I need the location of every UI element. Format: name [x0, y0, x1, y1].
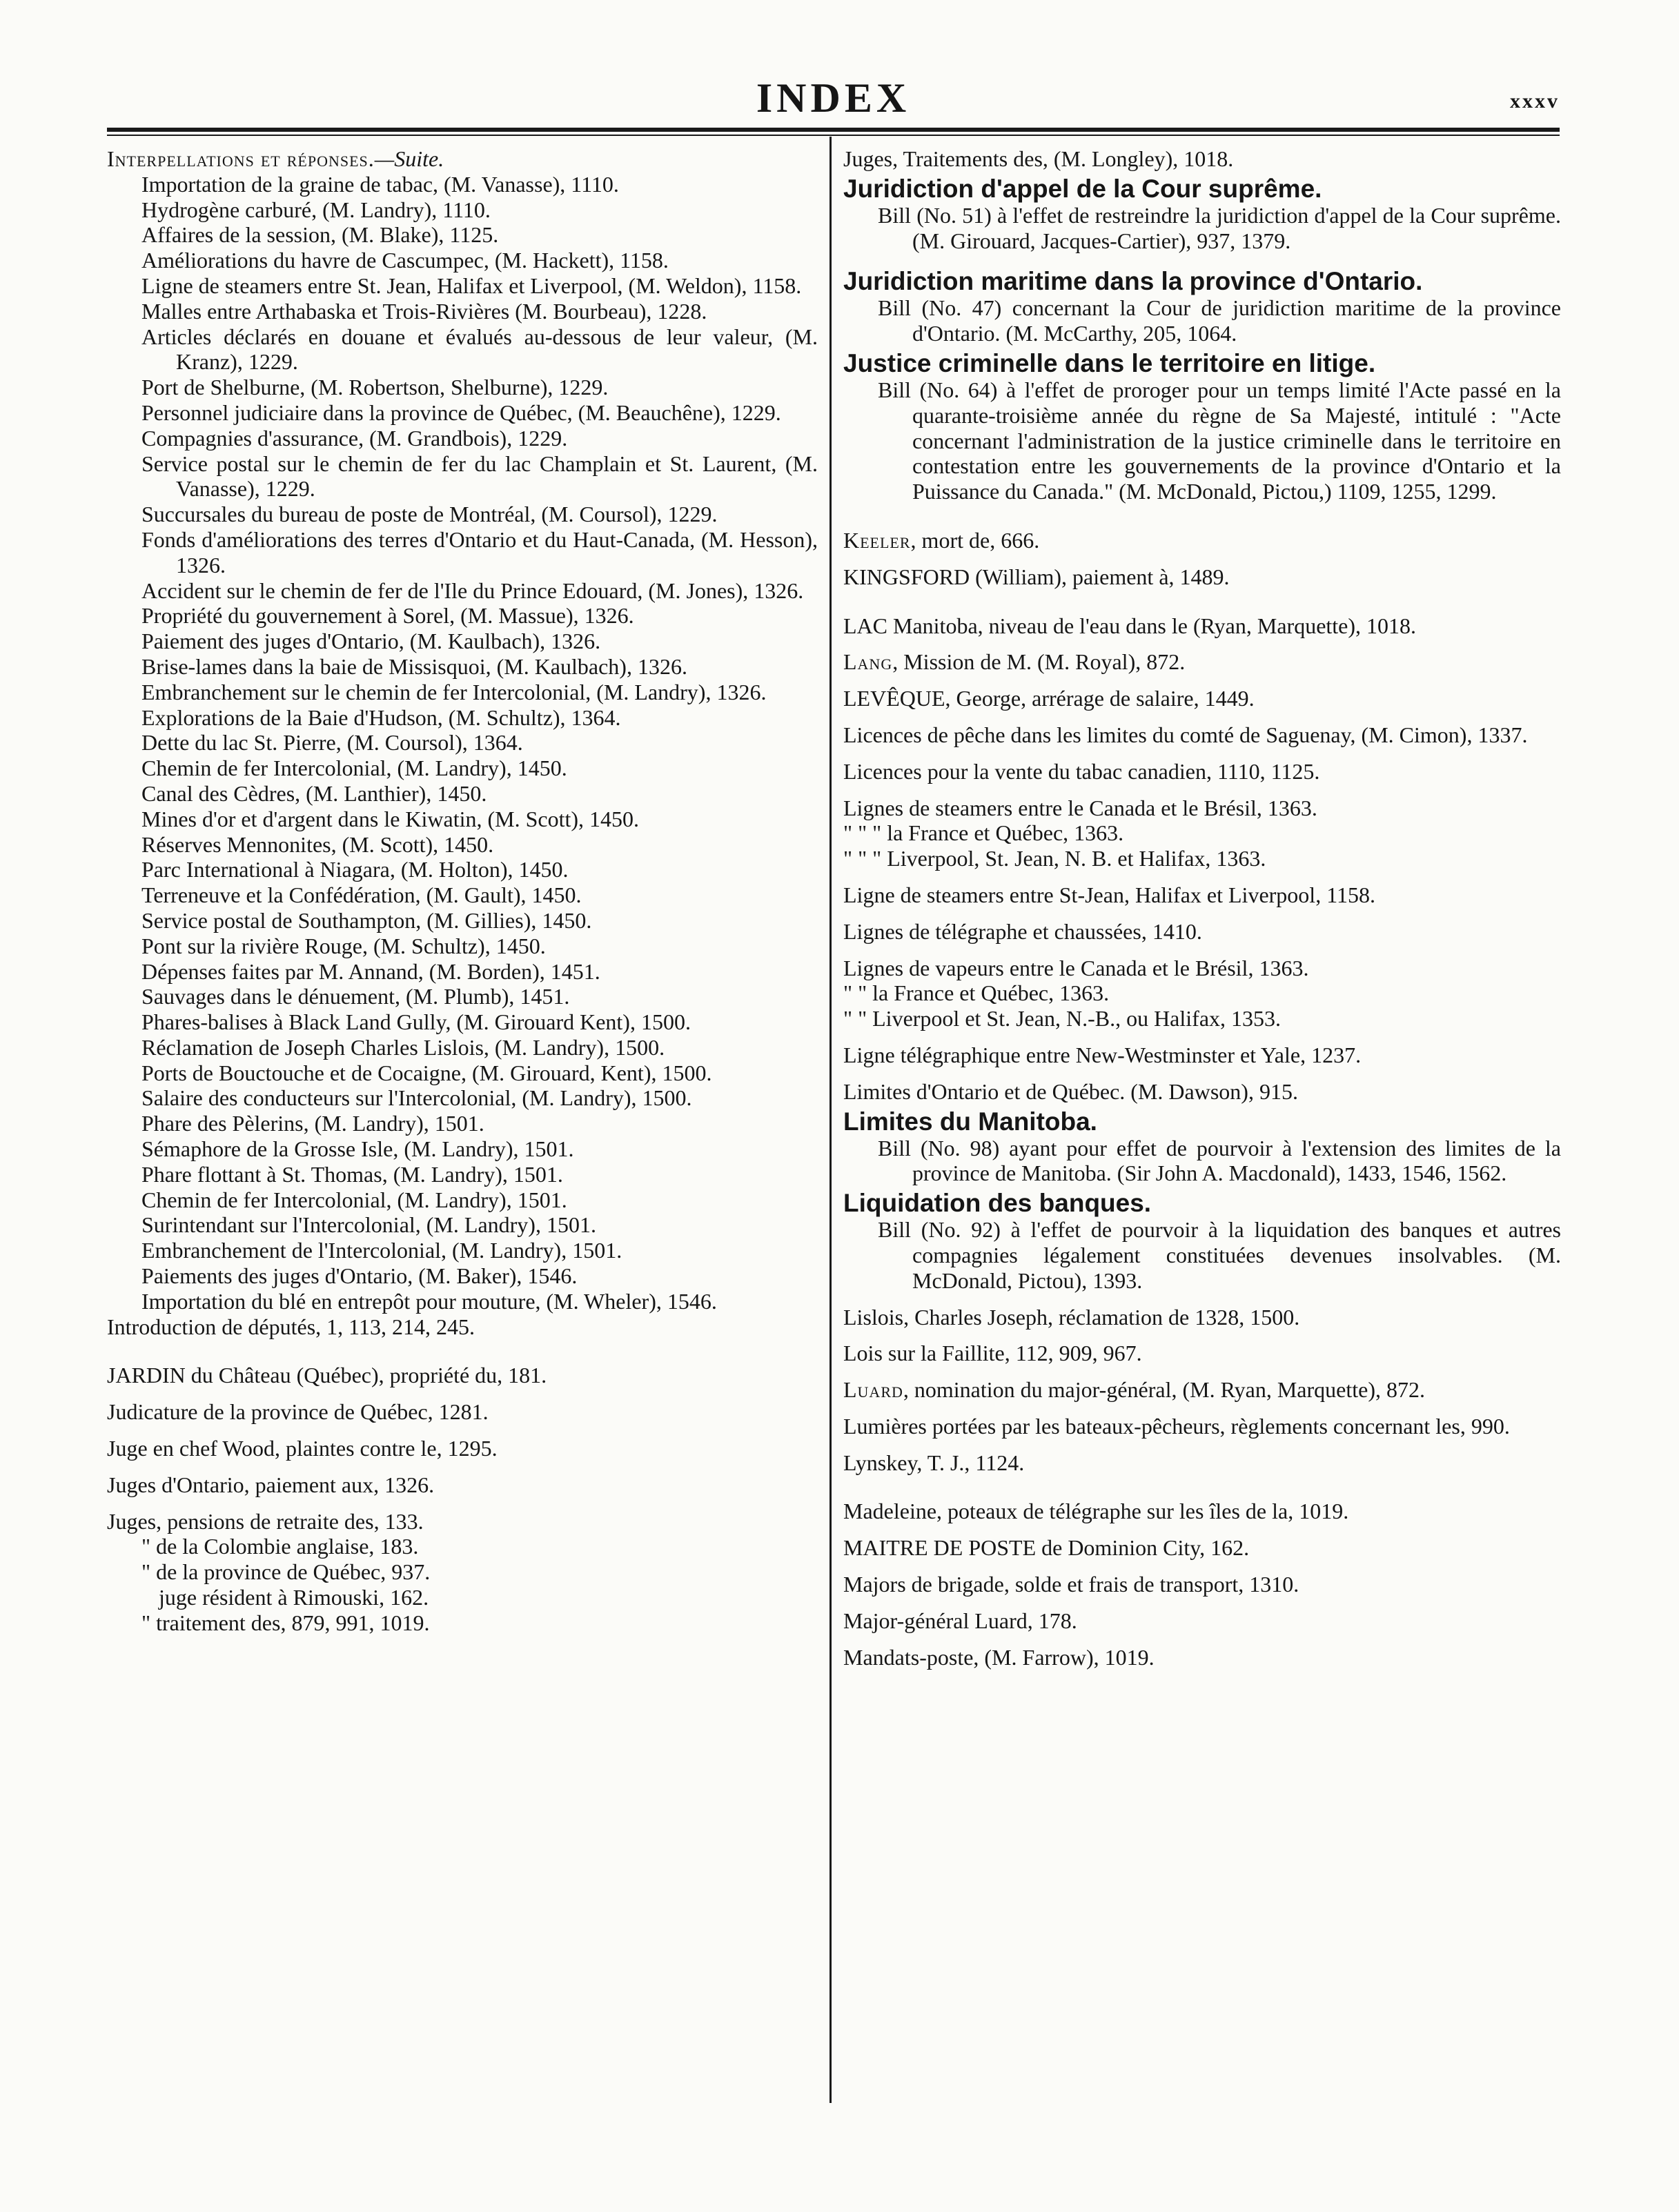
list-item: Paiements des juges d'Ontario, (M. Baker), 1546. [141, 1263, 578, 1289]
list-item: Dépenses faites par M. Annand, (M. Borden), 1451. [141, 958, 600, 984]
list-item: Ligne de steamers entre St. Jean, Halifax et Liverpool, (M. Weldon), 1158. [141, 273, 802, 298]
entry-text: , Mission de M. (M. Royal), 872. [892, 649, 1186, 675]
index-entry: Ligne de steamers entre St-Jean, Halifax et Liverpool, 1158. [843, 882, 1375, 907]
list-item: Mines d'or et d'argent dans le Kiwatin, (M. Scott), 1450. [141, 806, 640, 831]
entry-heading: Juridiction maritime dans la province d'Ontario. [843, 267, 1423, 296]
list-item: Succursales du bureau de poste de Montréal, (M. Coursol), 1229. [141, 502, 718, 527]
list-item: Surintendant sur l'Intercolonial, (M. Landry), 1501. [141, 1212, 596, 1238]
index-entry: Introduction de députés, 1, 113, 214, 245. [107, 1314, 475, 1339]
entry-text: , mort de, 666. [910, 527, 1040, 553]
entry-heading: Juridiction d'appel de la Cour suprême. [843, 174, 1322, 203]
index-entry: Juges d'Ontario, paiement aux, 1326. [107, 1472, 435, 1497]
index-entry: Lois sur la Faillite, 112, 909, 967. [843, 1341, 1142, 1366]
index-entry: Lignes de télégraphe et chaussées, 1410. [843, 918, 1202, 944]
index-entry: LEVÊQUE, George, arrérage de salaire, 1449. [843, 686, 1255, 711]
list-item: Terreneuve et la Confédération, (M. Gault), 1450. [141, 882, 582, 908]
heading-suffix: —Suite. [374, 146, 444, 171]
index-entry: Majors de brigade, solde et frais de transport, 1310. [843, 1572, 1299, 1597]
list-item: Importation du blé en entrepôt pour mouture, (M. Wheler), 1546. [141, 1288, 717, 1314]
index-subentry: " " la France et Québec, 1363. [843, 980, 1110, 1006]
list-item: Canal des Cèdres, (M. Lanthier), 1450. [141, 780, 487, 806]
section-heading [107, 146, 818, 172]
entry-heading: Limites du Manitoba. [843, 1107, 1097, 1136]
index-subentry: " " " Liverpool, St. Jean, N. B. et Halifax, 1363. [843, 846, 1266, 871]
index-subentry: " " " la France et Québec, 1363. [843, 820, 1124, 846]
list-item: Phares-balises à Black Land Gully, (M. Girouard Kent), 1500. [141, 1009, 691, 1035]
list-item: Phare des Pèlerins, (M. Landry), 1501. [141, 1111, 484, 1136]
list-item: Fonds d'améliorations des terres d'Ontario et du Haut-Canada, (M. Hesson), 1326. [141, 526, 818, 577]
list-item: Malles entre Arthabaska et Trois-Rivières (M. Bourbeau), 1228. [141, 298, 707, 324]
list-item: Embranchement de l'Intercolonial, (M. Landry), 1501. [141, 1238, 622, 1263]
list-item: Accident sur le chemin de fer de l'Ile du Prince Edouard, (M. Jones), 1326. [141, 577, 804, 603]
index-entry: Lislois, Charles Joseph, réclamation de 1328, 1500. [843, 1304, 1300, 1330]
index-entry: Juges, pensions de retraite des, 133. [107, 1508, 424, 1534]
index-subentry: Bill (No. 92) à l'effet de pourvoir à la liquidation des banques et autres compagnies légalement constituées devenues insolvables. (M. McDonald, Pictou), 1393. [878, 1217, 1561, 1293]
index-subentry: " de la Colombie anglaise, 183. [141, 1534, 419, 1559]
list-item: Réserves Mennonites, (M. Scott), 1450. [141, 831, 494, 857]
index-entry: Ligne télégraphique entre New-Westminster et Yale, 1237. [843, 1042, 1362, 1067]
left-column [107, 146, 818, 1636]
index-subentry: Bill (No. 64) à l'effet de proroger pour un temps limité l'Acte passé en la quarante-troisième année du règne de Sa Majesté, intitulé : "Acte concernant l'administration de la justice criminelle dans le territoire en contestation entre les gouvernements de la province d'Ontario et la Puissance du Canada." (M. McDonald, Pictou,) 1109, 1255, 1299. [878, 377, 1561, 504]
list-item: Phare flottant à St. Thomas, (M. Landry), 1501. [141, 1161, 563, 1187]
list-item: Paiement des juges d'Ontario, (M. Kaulbach), 1326. [141, 629, 601, 654]
index-entry: MAITRE DE POSTE de Dominion City, 162. [843, 1535, 1250, 1561]
list-item: Sauvages dans le dénuement, (M. Plumb), 1451. [141, 984, 570, 1009]
index-subentry: " traitement des, 879, 991, 1019. [141, 1610, 430, 1635]
index-entry: Major-général Luard, 178. [843, 1608, 1077, 1633]
entry-text: du Château (Québec), propriété du, 181. [185, 1363, 547, 1388]
page-header [107, 75, 1560, 123]
list-item: Réclamation de Joseph Charles Lislois, (M. Landry), 1500. [141, 1034, 665, 1060]
list-item: Brise-lames dans la baie de Missisquoi, (M. Kaulbach), 1326. [141, 653, 687, 679]
index-entry: Judicature de la province de Québec, 1281. [107, 1399, 489, 1425]
index-entry: Madeleine, poteaux de télégraphe sur les îles de la, 1019. [843, 1499, 1349, 1524]
list-item: Compagnies d'assurance, (M. Grandbois), 1229. [141, 425, 568, 451]
list-item: Chemin de fer Intercolonial, (M. Landry), 1450. [141, 756, 567, 781]
index-subentry: Bill (No. 98) ayant pour effet de pourvoir à l'extension des limites de la province de Manitoba. (Sir John A. Macdonald), 1433, 1546, 1562. [878, 1135, 1561, 1186]
index-entry: KINGSFORD (William), paiement à, 1489. [843, 564, 1230, 589]
list-item: Pont sur la rivière Rouge, (M. Schultz), 1450. [141, 933, 546, 958]
index-entry: Lignes de steamers entre le Canada et le Brésil, 1363. [843, 795, 1317, 820]
list-item: Améliorations du havre de Cascumpec, (M. Hackett), 1158. [141, 248, 669, 273]
entry-name: Keeler [843, 527, 911, 553]
list-item: Ports de Bouctouche et de Cocaigne, (M. Girouard, Kent), 1500. [141, 1060, 712, 1085]
index-entry [843, 649, 1561, 675]
list-item: Port de Shelburne, (M. Robertson, Shelburne), 1229. [141, 375, 609, 400]
index-entry [843, 1377, 1561, 1403]
header-rule-thin [107, 135, 1560, 136]
list-item: Parc International à Niagara, (M. Holton), 1450. [141, 857, 569, 882]
index-entry: Juge en chef Wood, plaintes contre le, 1295. [107, 1436, 498, 1461]
interpellations-list [107, 172, 818, 1314]
list-item: Importation de la graine de tabac, (M. Vanasse), 1110. [141, 171, 619, 197]
list-item: Dette du lac St. Pierre, (M. Coursol), 1364. [141, 730, 523, 756]
list-item: Affaires de la session, (M. Blake), 1125. [141, 222, 499, 248]
index-entry: Mandats-poste, (M. Farrow), 1019. [843, 1644, 1155, 1670]
index-entry: Lynskey, T. J., 1124. [843, 1450, 1025, 1475]
index-subentry: " " Liverpool et St. Jean, N.-B., ou Halifax, 1353. [843, 1006, 1282, 1031]
list-item: Embranchement sur le chemin de fer Intercolonial, (M. Landry), 1326. [141, 679, 767, 704]
heading-text: Interpellations et réponses. [107, 146, 375, 171]
index-subentry: juge résident à Rimouski, 162. [159, 1585, 429, 1610]
list-item: Hydrogène carburé, (M. Landry), 1110. [141, 197, 491, 222]
list-item: Salaire des conducteurs sur l'Intercolonial, (M. Landry), 1500. [141, 1085, 692, 1111]
entry-text: , nomination du major-général, (M. Ryan, Marquette), 872. [903, 1377, 1425, 1403]
index-entry: Limites d'Ontario et de Québec. (M. Dawson), 915. [843, 1078, 1298, 1104]
index-entry: Licences pour la vente du tabac canadien, 1110, 1125. [843, 758, 1320, 784]
index-entry: Lumières portées par les bateaux-pêcheurs, règlements concernant les, 990. [843, 1413, 1510, 1439]
index-entry: Lignes de vapeurs entre le Canada et le Brésil, 1363. [843, 955, 1309, 980]
list-item: Explorations de la Baie d'Hudson, (M. Schultz), 1364. [141, 704, 621, 730]
right-column [843, 146, 1561, 1670]
entry-heading: Justice criminelle dans le territoire en litige. [843, 348, 1376, 377]
list-item: Chemin de fer Intercolonial, (M. Landry), 1501. [141, 1187, 567, 1212]
page-number: xxxv [1510, 90, 1560, 112]
list-item: Service postal sur le chemin de fer du lac Champlain et St. Laurent, (M. Vanasse), 1229. [141, 451, 818, 502]
index-subentry: Bill (No. 51) à l'effet de restreindre la juridiction d'appel de la Cour suprême. (M. Girouard, Jacques-Cartier), 937, 1379. [878, 202, 1561, 253]
list-item: Service postal de Southampton, (M. Gillies), 1450. [141, 907, 592, 933]
index-entry [843, 528, 1561, 553]
index-entry [107, 1363, 818, 1388]
index-entry: Licences de pêche dans les limites du comté de Saguenay, (M. Cimon), 1337. [843, 722, 1528, 747]
entry-name: Luard [843, 1377, 903, 1403]
entry-heading: Liquidation des banques. [843, 1189, 1152, 1218]
column-divider [829, 137, 832, 2103]
header-rule-thick [107, 128, 1560, 132]
page-title: INDEX [756, 75, 911, 121]
entry-name: Lang [843, 649, 893, 675]
list-item: Personnel judiciaire dans la province de Québec, (M. Beauchêne), 1229. [141, 399, 781, 425]
list-item: Sémaphore de la Grosse Isle, (M. Landry), 1501. [141, 1136, 574, 1162]
list-item: Articles déclarés en douane et évalués au-dessous de leur valeur, (M. Kranz), 1229. [141, 324, 818, 375]
index-entry: LAC Manitoba, niveau de l'eau dans le (Ryan, Marquette), 1018. [843, 613, 1417, 638]
index-entry: Juges, Traitements des, (M. Longley), 1018. [843, 146, 1234, 171]
list-item: Propriété du gouvernement à Sorel, (M. Massue), 1326. [141, 603, 634, 629]
index-subentry: Bill (No. 47) concernant la Cour de juridiction maritime de la province d'Ontario. (M. McCarthy, 205, 1064. [878, 295, 1561, 346]
entry-name: JARDIN [107, 1363, 186, 1388]
index-subentry: " de la province de Québec, 937. [141, 1559, 431, 1585]
